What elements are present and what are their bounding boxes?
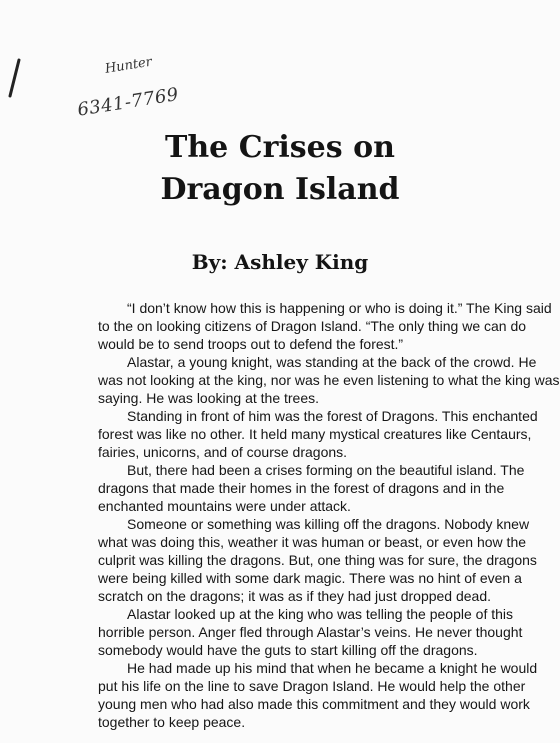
story-title-line-1: The Crises on [165,130,395,165]
handwritten-name: Hunter [104,54,153,77]
paragraph: Someone or something was killing off the dragons. Nobody knew what was doing this, weather it was human or beast, or even how the culprit was killing the dragons. But, one thing was for sure, the dragons were being killed with some dark magic. There was no hint of even a scratch on the dragons; it was as if they had just dropped dead. [98,516,537,604]
story-title-line-2: Dragon Island [160,172,400,207]
paragraph: “I don’t know how this is happening or who is doing it.” The King said to the on looking citizens of Dragon Island. “The only thing we can do would be to send troops out to defend the forest.” [98,300,552,352]
paragraph: He had made up his mind that when he became a knight he would put his life on the line to save Dragon Island. He would help the other young men who had also made this commitment and they would work together to keep peace. [98,660,538,730]
story-body [98,299,560,731]
paragraph: But, there had been a crises forming on the beautiful island. The dragons that made their homes in the forest of dragons and in the enchanted mountains were under attack. [98,462,525,514]
author-byline: By: Ashley King [191,250,369,274]
paragraph: Standing in front of him was the forest of Dragons. This enchanted forest was like no other. It held many mystical creatures like Centaurs, fairies, unicorns, and of course dragons. [98,408,538,460]
margin-pen-stroke [8,58,21,98]
handwritten-number: 6341-7769 [76,84,181,121]
paragraph: Alastar looked up at the king who was telling the people of this horrible person. Anger fled through Alastar’s veins. He never thought somebody would have the guts to start killing off the dragons. [98,606,523,658]
paragraph: Alastar, a young knight, was standing at the back of the crowd. He was not looking at the king, nor was he even listening to what the king was saying. He was looking at the trees. [98,354,560,406]
